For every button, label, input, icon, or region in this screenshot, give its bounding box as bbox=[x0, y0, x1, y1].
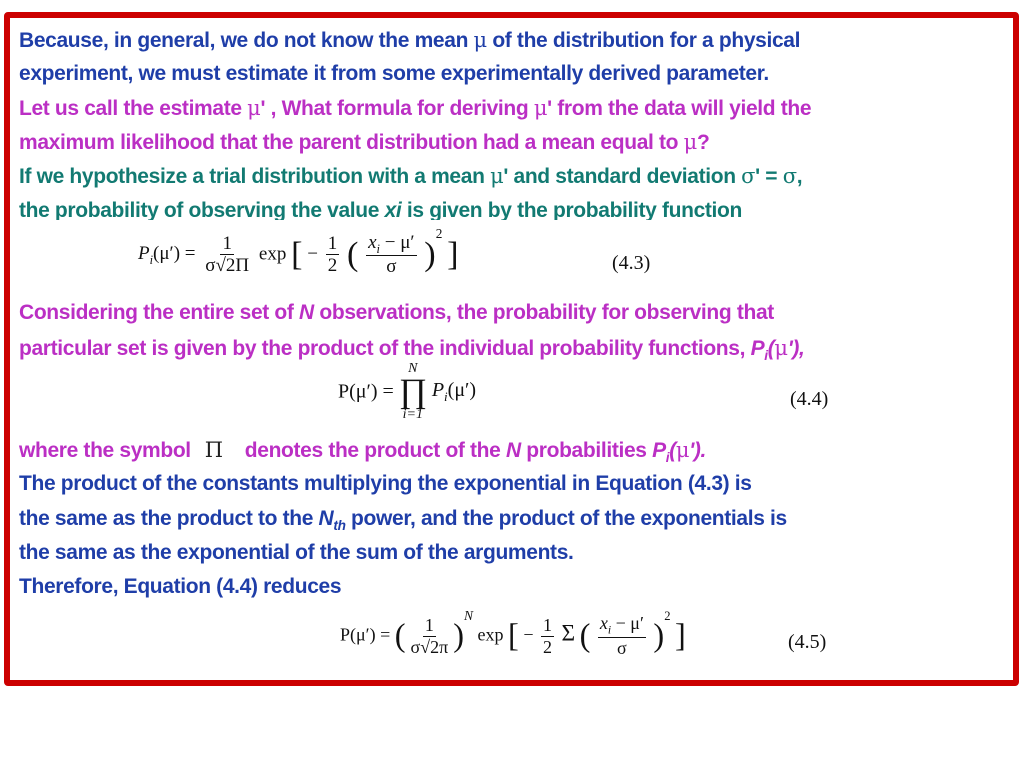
text-line-2: experiment, we must estimate it from some experimentally derived parameter. bbox=[19, 62, 769, 85]
equation-4-5: P(μ′) = ( $\frac{1}{\sigma√2\pi}$ )$^N$ exp [ − $\frac{1}{2}$ Σ ( $\frac{x_i - \mu'}{\sigma}$ )$^2$ ] bbox=[340, 608, 686, 659]
equation-number-4-4: (4.4) bbox=[790, 388, 829, 410]
equation-number-4-5: (4.5) bbox=[788, 631, 827, 653]
text-line-7: Considering the entire set of N observations, the probability for observing that bbox=[19, 301, 774, 324]
text-line-11: the same as the product to the $N_{th}$ power, and the product of the exponentials is bbox=[19, 507, 787, 534]
text-line-1: Because, in general, we do not know the mean μ of the distribution for a physical bbox=[19, 28, 801, 52]
text-line-13: Therefore, Equation (4.4) reduces bbox=[19, 575, 342, 598]
text-line-8: particular set is given by the product of the individual probability functions, $P_i(\mu')$, bbox=[19, 336, 805, 364]
text-line-10: The product of the constants multiplying the exponential in Equation (4.3) is bbox=[19, 472, 752, 495]
text-line-12: the same as the exponential of the sum of the arguments. bbox=[19, 541, 574, 564]
equation-4-3: $P_i(\mu')$ = $\frac{1}{\sigma√2\Pi}$ exp [ − $\frac{1}{2}$ ( $\frac{x_i - \mu'}{\sigma}$ )$^2$ ] bbox=[138, 226, 459, 278]
text-line-9: where the symbol Π denotes the product of the N probabilities $P_i(\mu')$. bbox=[19, 438, 706, 466]
text-line-5: If we hypothesize a trial distribution with a mean μ' and standard deviation σ' = σ, bbox=[19, 164, 803, 188]
text-line-3: Let us call the estimate μ' , What formula for deriving μ' from the data will yield the bbox=[19, 96, 812, 120]
equation-4-4: P(μ′) = N ∏ i=1 $P_i(\mu')$ bbox=[338, 361, 477, 423]
text-line-6: the probability of observing the value xi is given by the probability function bbox=[19, 199, 742, 220]
equation-number-4-3: (4.3) bbox=[612, 252, 651, 274]
product-symbol: Π bbox=[204, 438, 223, 462]
text-line-4: maximum likelihood that the parent distribution had a mean equal to μ? bbox=[19, 130, 710, 154]
